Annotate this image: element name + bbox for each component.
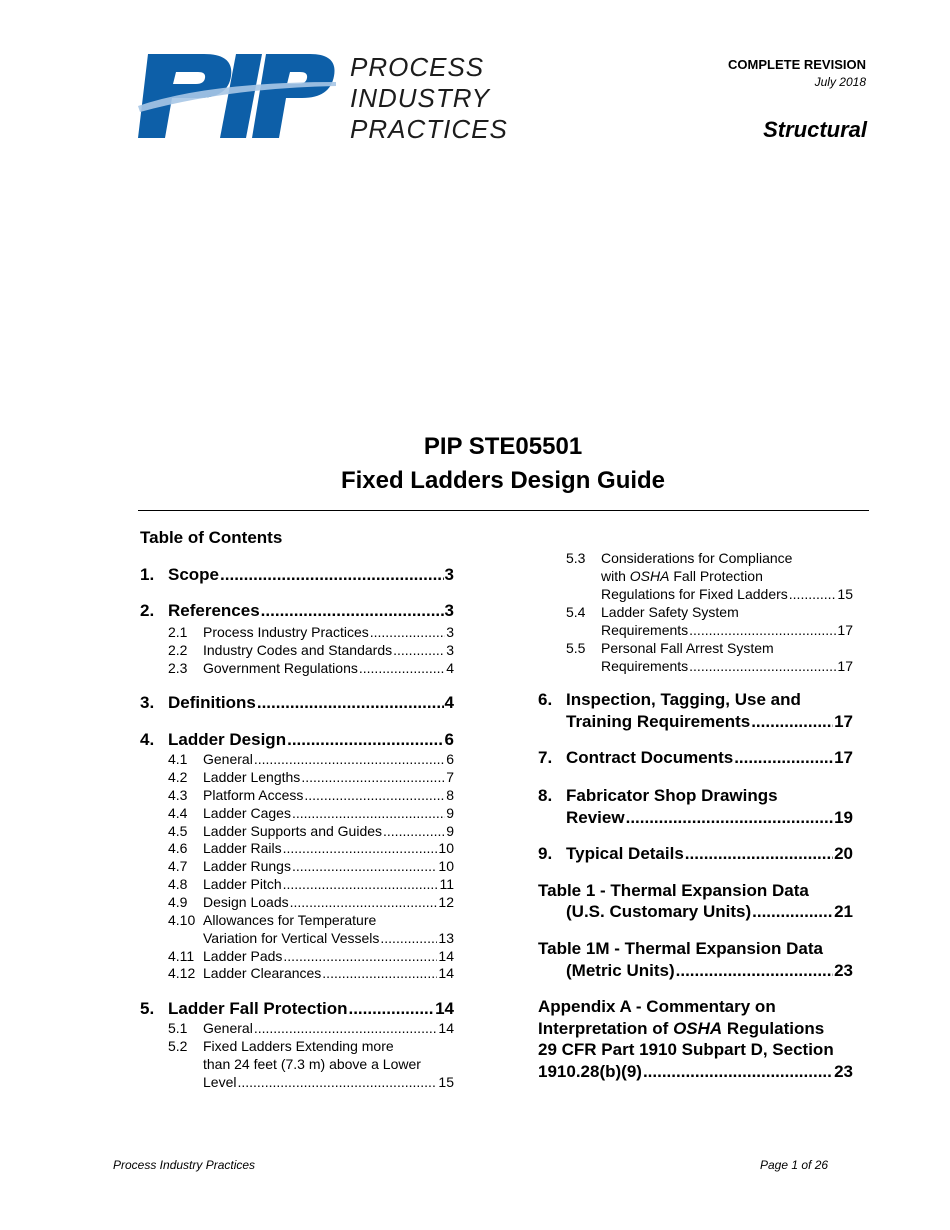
toc-title: Training Requirements [566, 712, 751, 731]
toc-num: 4.2 [168, 769, 188, 785]
toc-page: 17 [837, 658, 853, 674]
toc-leader [734, 748, 833, 768]
toc-title: Variation for Vertical Vessels [203, 930, 380, 946]
toc-page: 6 [444, 730, 454, 749]
toc-title: (Metric Units) [566, 961, 675, 980]
toc-title: Ladder Supports and Guides [203, 823, 383, 839]
toc-page: 23 [834, 961, 853, 980]
footer-page-number: Page 1 of 26 [760, 1158, 829, 1172]
toc-heading: Table of Contents [140, 528, 283, 547]
revision-date: July 2018 [814, 75, 866, 89]
toc-leader [304, 787, 445, 803]
toc-leader [301, 769, 445, 785]
toc-entry-7[interactable] [538, 748, 853, 770]
toc-num: 2.2 [168, 642, 188, 658]
toc-leader [283, 840, 438, 856]
toc-page: 3 [444, 601, 454, 620]
toc-entry-4-3[interactable] [168, 787, 454, 805]
toc-num: 2. [140, 601, 155, 620]
toc-title: Ladder Clearances [203, 965, 322, 981]
toc-entry-6-line2[interactable] [566, 712, 853, 734]
toc-page: 20 [834, 844, 853, 863]
toc-num: 6. [538, 690, 553, 709]
toc-table-1m-line1[interactable]: Table 1M - Thermal Expansion Data [538, 939, 823, 958]
toc-num: 4.10 [168, 912, 196, 928]
toc-page: 4 [444, 693, 454, 712]
toc-leader [370, 624, 445, 640]
toc-num: 5.2 [168, 1038, 188, 1054]
toc-entry-5-3-line2[interactable] [601, 568, 763, 584]
toc-num: 4.7 [168, 858, 188, 874]
toc-page: 3 [446, 624, 454, 640]
toc-title: Design Loads [203, 894, 289, 910]
toc-num: 5.5 [566, 640, 586, 656]
toc-title: Ladder Safety System [601, 604, 739, 620]
toc-num: 5.3 [566, 550, 586, 566]
toc-leader [257, 693, 444, 713]
toc-entry-5-4-line1[interactable] [566, 604, 739, 620]
toc-entry-4-2[interactable] [168, 769, 454, 787]
toc-num: 4.11 [168, 948, 195, 964]
title-divider [138, 510, 869, 511]
pip-logo-mark [138, 52, 336, 140]
toc-entry-4-12[interactable] [168, 965, 454, 983]
toc-leader [689, 622, 836, 638]
toc-title: Allowances for Temperature [203, 912, 377, 928]
toc-leader [643, 1062, 833, 1082]
toc-entry-5-4-line2[interactable] [601, 622, 853, 640]
toc-entry-5-5-line1[interactable] [566, 640, 774, 656]
toc-entry-4[interactable] [140, 730, 454, 752]
toc-page: 13 [438, 930, 454, 946]
toc-title: Government Regulations [203, 660, 358, 676]
toc-title: Industry Codes and Standards [203, 642, 393, 658]
toc-page: 23 [834, 1062, 853, 1081]
toc-title: Contract Documents [566, 748, 734, 767]
toc-entry-8-line1[interactable] [538, 786, 778, 806]
toc-entry-5[interactable] [140, 999, 454, 1021]
toc-num: 3. [140, 693, 155, 712]
toc-entry-2-3[interactable] [168, 660, 454, 678]
toc-page: 14 [438, 948, 454, 964]
toc-num: 5.1 [168, 1020, 188, 1036]
toc-num: 8. [538, 786, 553, 805]
footer-left: Process Industry Practices [113, 1158, 256, 1172]
toc-title: References [168, 601, 260, 620]
osha-emphasis: OSHA [629, 568, 670, 584]
toc-entry-4-6[interactable] [168, 840, 454, 858]
toc-num: 4.12 [168, 965, 196, 981]
toc-page: 7 [446, 769, 454, 785]
toc-leader [254, 1020, 438, 1036]
toc-page: 17 [837, 622, 853, 638]
toc-entry-4-9[interactable] [168, 894, 454, 912]
toc-num: 4. [140, 730, 155, 749]
toc-leader [380, 930, 437, 946]
toc-leader [676, 961, 833, 981]
toc-num: 2.1 [168, 624, 188, 640]
toc-entry-5-5-line2[interactable] [601, 658, 853, 676]
toc-num: 4.8 [168, 876, 188, 892]
toc-title: Considerations for Compliance [601, 550, 793, 566]
discipline-label: Structural [763, 117, 867, 142]
toc-entry-2-2[interactable] [168, 642, 454, 660]
toc-leader [393, 642, 445, 658]
toc-leader [287, 730, 443, 750]
toc-appendix-a-line4[interactable] [538, 1062, 853, 1084]
document-number: PIP STE05501 [423, 433, 583, 460]
toc-title: Fall Protection [669, 568, 763, 584]
toc-num: 5.4 [566, 604, 586, 620]
toc-leader [290, 894, 438, 910]
toc-leader [220, 565, 444, 585]
toc-title: Ladder Rails [203, 840, 282, 856]
toc-leader [752, 902, 833, 922]
toc-title: Ladder Design [168, 730, 287, 749]
toc-entry-5-3-line1[interactable] [566, 550, 792, 566]
toc-page: 8 [446, 787, 454, 803]
toc-leader [292, 858, 437, 874]
toc-num: 4.9 [168, 894, 188, 910]
toc-page: 10 [438, 840, 454, 856]
toc-leader [626, 808, 833, 828]
toc-title: Level [203, 1074, 237, 1090]
toc-title: Platform Access [203, 787, 304, 803]
toc-page: 15 [837, 586, 853, 602]
logo-text-line3: PRACTICES [350, 114, 508, 144]
toc-title: Process Industry Practices [203, 624, 369, 640]
toc-page: 15 [438, 1074, 454, 1090]
toc-entry-4-10-line1[interactable] [168, 912, 376, 928]
toc-title: Definitions [168, 693, 256, 712]
toc-title: Requirements [601, 658, 689, 674]
toc-title: General [203, 1020, 253, 1036]
toc-page: 3 [444, 565, 454, 584]
toc-num: 4.4 [168, 805, 188, 821]
toc-leader [261, 601, 444, 621]
toc-num: 7. [538, 748, 553, 767]
toc-page: 9 [446, 805, 454, 821]
toc-title: Inspection, Tagging, Use and [566, 690, 801, 709]
toc-title: Interpretation of [538, 1019, 674, 1038]
toc-title: Review [566, 808, 625, 827]
toc-entry-9[interactable] [538, 844, 853, 866]
toc-page: 12 [438, 894, 454, 910]
toc-table-1-line2[interactable] [566, 902, 853, 924]
toc-title: with [601, 568, 630, 584]
toc-leader [254, 751, 445, 767]
toc-leader [685, 844, 833, 864]
toc-title: Ladder Rungs [203, 858, 291, 874]
toc-page: 11 [439, 876, 454, 892]
revision-label: COMPLETE REVISION [728, 57, 866, 72]
toc-page: 19 [834, 808, 853, 827]
toc-title: Personal Fall Arrest System [601, 640, 774, 656]
toc-num: 4.3 [168, 787, 188, 803]
toc-num: 1. [140, 565, 155, 584]
toc-num: 4.5 [168, 823, 188, 839]
logo-text-line1: PROCESS [350, 52, 485, 82]
toc-leader [283, 876, 439, 892]
toc-entry-5-3-line3[interactable] [601, 586, 853, 604]
toc-entry-6-line1[interactable] [538, 690, 801, 710]
toc-appendix-a-line3[interactable]: 29 CFR Part 1910 Subpart D, Section [538, 1040, 834, 1059]
toc-page: 3 [446, 642, 454, 658]
toc-leader [359, 660, 445, 676]
toc-page: 17 [834, 748, 853, 767]
toc-page: 14 [438, 965, 454, 981]
toc-appendix-a-line2[interactable] [538, 1019, 824, 1039]
toc-title: Ladder Cages [203, 805, 291, 821]
toc-entry-4-11[interactable] [168, 948, 454, 966]
toc-leader [789, 586, 837, 602]
toc-title: Regulations for Fixed Ladders [601, 586, 788, 602]
toc-entry-4-10-line2[interactable] [203, 930, 454, 948]
toc-entry-4-8[interactable] [168, 876, 454, 894]
toc-page: 6 [446, 751, 454, 767]
toc-title: Ladder Pitch [203, 876, 282, 892]
toc-num: 2.3 [168, 660, 188, 676]
toc-table-1m-line2[interactable] [566, 961, 853, 983]
toc-title: Requirements [601, 622, 689, 638]
toc-leader [348, 999, 434, 1019]
toc-entry-5-2-line1[interactable] [168, 1038, 394, 1054]
logo-text-line2: INDUSTRY [350, 83, 490, 113]
osha-emphasis: OSHA [673, 1019, 723, 1038]
toc-title: Fabricator Shop Drawings [566, 786, 778, 805]
toc-title: (U.S. Customary Units) [566, 902, 752, 921]
toc-title: Regulations [722, 1019, 825, 1038]
toc-entry-8-line2[interactable] [566, 808, 853, 830]
toc-entry-5-2-line2[interactable]: than 24 feet (7.3 m) above a Lower [203, 1056, 421, 1072]
toc-title: Scope [168, 565, 220, 584]
toc-entry-2[interactable] [140, 601, 454, 623]
toc-page: 14 [435, 999, 454, 1018]
toc-page: 21 [834, 902, 853, 921]
toc-leader [292, 805, 445, 821]
toc-page: 17 [834, 712, 853, 731]
toc-page: 14 [438, 1020, 454, 1036]
toc-title: 1910.28(b)(9) [538, 1062, 642, 1081]
toc-entry-4-5[interactable] [168, 823, 454, 841]
toc-entry-4-1[interactable] [168, 751, 454, 769]
toc-entry-5-1[interactable] [168, 1020, 454, 1038]
toc-title: Fixed Ladders Extending more [203, 1038, 394, 1054]
toc-leader [283, 948, 437, 964]
toc-page: 10 [438, 858, 454, 874]
toc-num: 4.6 [168, 840, 188, 856]
toc-title: Ladder Fall Protection [168, 999, 348, 1018]
toc-table-1-line1[interactable]: Table 1 - Thermal Expansion Data [538, 881, 809, 900]
toc-entry-2-1[interactable] [168, 624, 454, 642]
toc-entry-1[interactable] [140, 565, 454, 587]
toc-title: General [203, 751, 253, 767]
toc-page: 4 [446, 660, 454, 676]
toc-entry-5-2-line3[interactable] [203, 1074, 454, 1092]
toc-leader [689, 658, 836, 674]
toc-title: Ladder Pads [203, 948, 283, 964]
toc-leader [383, 823, 445, 839]
toc-entry-4-4[interactable] [168, 805, 454, 823]
toc-entry-4-7[interactable] [168, 858, 454, 876]
toc-num: 5. [140, 999, 155, 1018]
toc-num: 4.1 [168, 751, 188, 767]
toc-title: Ladder Lengths [203, 769, 301, 785]
toc-page: 9 [446, 823, 454, 839]
document-title: Fixed Ladders Design Guide [340, 467, 666, 494]
toc-leader [322, 965, 437, 981]
toc-title: Typical Details [566, 844, 684, 863]
toc-leader [237, 1074, 437, 1090]
toc-leader [751, 712, 833, 732]
toc-entry-3[interactable] [140, 693, 454, 715]
toc-appendix-a-line1[interactable]: Appendix A - Commentary on [538, 997, 776, 1016]
toc-num: 9. [538, 844, 553, 863]
